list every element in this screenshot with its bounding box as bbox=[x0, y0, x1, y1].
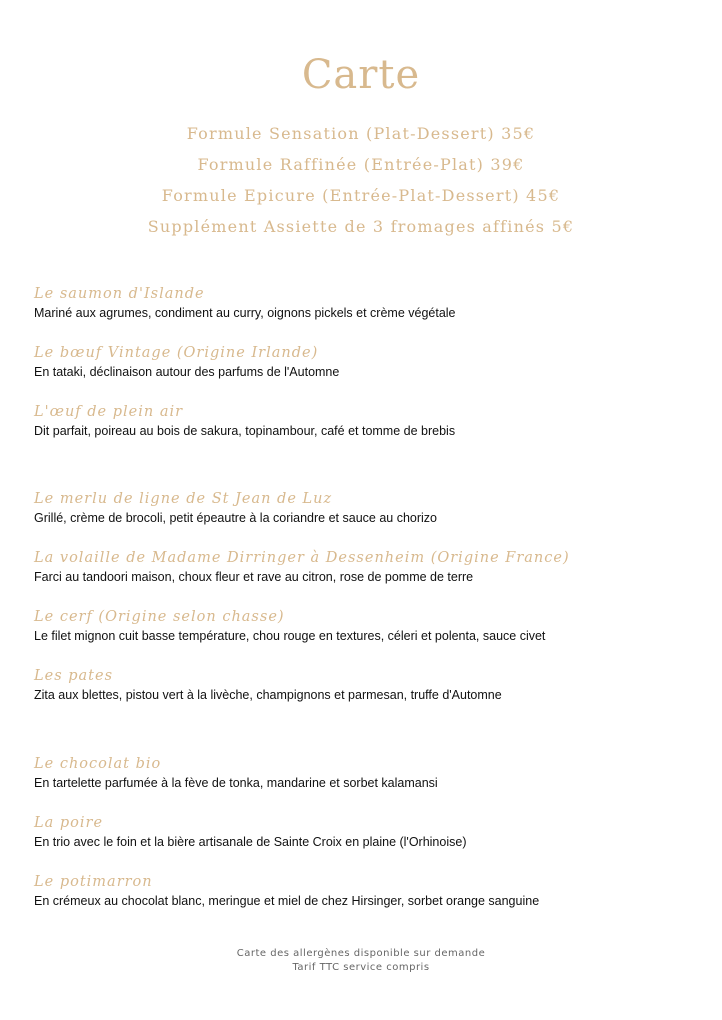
menu-item bbox=[34, 666, 694, 725]
menu-item bbox=[34, 343, 694, 402]
menu-item bbox=[34, 813, 694, 872]
item-name: L'œuf de plein air bbox=[34, 404, 184, 420]
allergen-note: Carte des allergènes disponible sur demande bbox=[236, 948, 486, 959]
item-description: Farci au tandoori maison, choux fleur et rave au citron, rose de pomme de terre bbox=[34, 570, 474, 584]
item-name: Le merlu de ligne de St Jean de Luz bbox=[34, 491, 333, 507]
item-name: Les pates bbox=[34, 668, 114, 684]
plats-section bbox=[34, 489, 694, 725]
item-description: Le filet mignon cuit basse température, chou rouge en textures, céleri et polenta, sauce civet bbox=[34, 629, 546, 643]
desserts-section bbox=[34, 754, 694, 931]
item-name: Le potimarron bbox=[34, 874, 153, 890]
item-description: Dit parfait, poireau au bois de sakura, topinambour, café et tomme de brebis bbox=[34, 424, 456, 438]
item-description: Mariné aux agrumes, condiment au curry, oignons pickels et crème végétale bbox=[34, 306, 456, 320]
supplement-fromages: Supplément Assiette de 3 fromages affinés 5€ bbox=[147, 217, 575, 236]
menu-item bbox=[34, 489, 694, 548]
item-description: En crémeux au chocolat blanc, meringue et miel de chez Hirsinger, sorbet orange sanguine bbox=[34, 894, 540, 908]
footer bbox=[0, 947, 722, 975]
item-description: En tataki, déclinaison autour des parfums de l'Automne bbox=[34, 365, 340, 379]
formule-sensation: Formule Sensation (Plat-Dessert) 35€ bbox=[186, 124, 536, 143]
menu-item bbox=[34, 402, 694, 461]
item-name: La volaille de Madame Dirringer à Dessenheim (Origine France) bbox=[34, 550, 570, 566]
menu-item bbox=[34, 607, 694, 666]
item-description: En tartelette parfumée à la fève de tonka, mandarine et sorbet kalamansi bbox=[34, 776, 438, 790]
menu-item bbox=[34, 548, 694, 607]
page-title: Carte bbox=[301, 52, 421, 98]
item-name: La poire bbox=[34, 815, 104, 831]
item-description: Grillé, crème de brocoli, petit épeautre à la coriandre et sauce au chorizo bbox=[34, 511, 437, 525]
item-name: Le cerf (Origine selon chasse) bbox=[34, 609, 285, 625]
formule-epicure: Formule Epicure (Entrée-Plat-Dessert) 45€ bbox=[161, 186, 561, 205]
menu-item bbox=[34, 284, 694, 343]
item-name: Le chocolat bio bbox=[34, 756, 162, 772]
price-note: Tarif TTC service compris bbox=[292, 962, 430, 973]
menu-item bbox=[34, 754, 694, 813]
item-name: Le bœuf Vintage (Origine Irlande) bbox=[34, 345, 319, 361]
item-description: En trio avec le foin et la bière artisanale de Sainte Croix en plaine (l'Orhinoise) bbox=[34, 835, 467, 849]
formules-list bbox=[0, 118, 722, 242]
entrees-section bbox=[34, 284, 694, 461]
menu-item bbox=[34, 872, 694, 931]
item-description: Zita aux blettes, pistou vert à la livèche, champignons et parmesan, truffe d'Automne bbox=[34, 688, 502, 702]
item-name: Le saumon d'Islande bbox=[34, 286, 205, 302]
formule-raffinee: Formule Raffinée (Entrée-Plat) 39€ bbox=[197, 155, 525, 174]
